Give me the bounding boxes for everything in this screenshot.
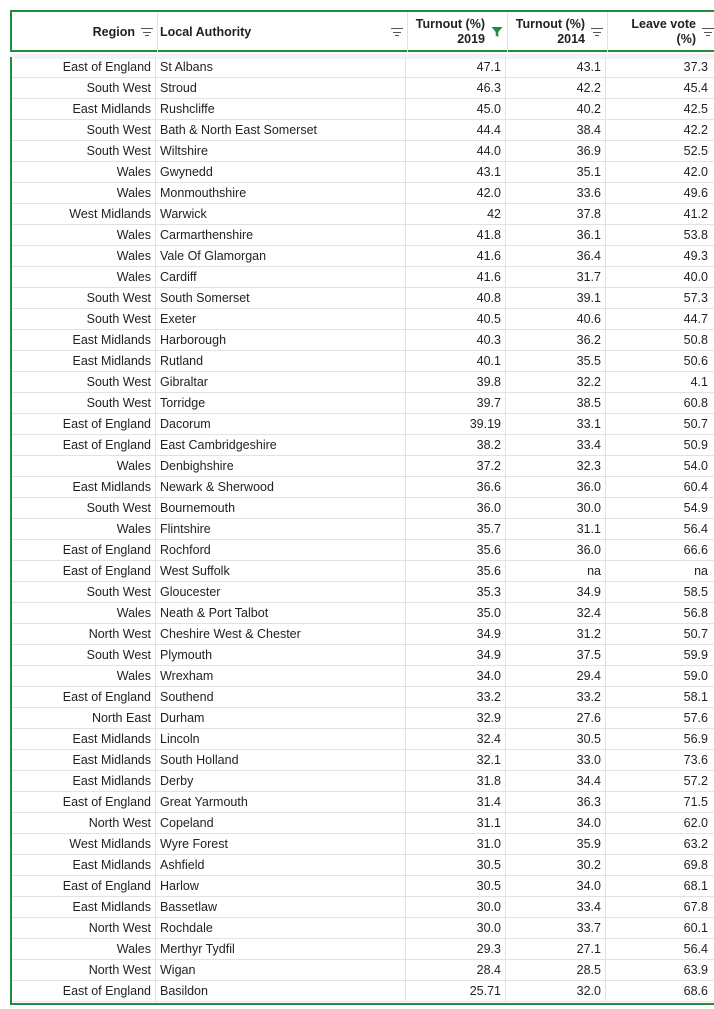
- cell-turnout-2019[interactable]: 31.8: [406, 771, 506, 791]
- cell-turnout-2019[interactable]: 36.6: [406, 477, 506, 497]
- cell-region[interactable]: East of England: [10, 57, 156, 77]
- table-row[interactable]: [10, 855, 714, 876]
- cell-local-authority[interactable]: Lincoln: [156, 729, 406, 749]
- table-row[interactable]: [10, 750, 714, 771]
- cell-local-authority[interactable]: Warwick: [156, 204, 406, 224]
- cell-leave-vote[interactable]: 59.9: [683, 648, 708, 662]
- cell-region[interactable]: South West: [10, 645, 156, 665]
- cell-local-authority[interactable]: Basildon: [156, 981, 406, 1001]
- filter-icon[interactable]: [391, 27, 403, 37]
- cell-leave-vote[interactable]: 57.2: [683, 774, 708, 788]
- table-row[interactable]: [10, 477, 714, 498]
- cell-region[interactable]: West Midlands: [10, 204, 156, 224]
- cell-region[interactable]: East Midlands: [10, 330, 156, 350]
- cell-leave-vote[interactable]: 50.8: [683, 333, 708, 347]
- cell-local-authority[interactable]: Denbighshire: [156, 456, 406, 476]
- cell-local-authority[interactable]: Rushcliffe: [156, 99, 406, 119]
- cell-leave-vote[interactable]: 69.8: [683, 858, 708, 872]
- cell-turnout-2014[interactable]: 33.4: [506, 897, 606, 917]
- column-header-turnout-2019-line1: Turnout (%): [415, 17, 485, 31]
- cell-local-authority[interactable]: Copeland: [156, 813, 406, 833]
- cell-turnout-2019[interactable]: 42.0: [406, 183, 506, 203]
- table-row[interactable]: [10, 603, 714, 624]
- cell-turnout-2014[interactable]: 33.0: [506, 750, 606, 770]
- cell-turnout-2019[interactable]: 31.4: [406, 792, 506, 812]
- cell-turnout-2014[interactable]: 34.0: [506, 876, 606, 896]
- cell-turnout-2014[interactable]: 30.0: [506, 498, 606, 518]
- table-row[interactable]: [10, 834, 714, 855]
- cell-turnout-2019[interactable]: 28.4: [406, 960, 506, 980]
- cell-turnout-2019[interactable]: 25.71: [406, 981, 506, 1001]
- cell-leave-vote[interactable]: 58.1: [683, 690, 708, 704]
- cell-turnout-2014[interactable]: 35.9: [506, 834, 606, 854]
- cell-local-authority[interactable]: Carmarthenshire: [156, 225, 406, 245]
- cell-turnout-2019[interactable]: 30.5: [406, 855, 506, 875]
- cell-turnout-2014[interactable]: 33.4: [506, 435, 606, 455]
- cell-turnout-2019[interactable]: 33.2: [406, 687, 506, 707]
- cell-leave-vote[interactable]: 41.2: [683, 207, 708, 221]
- cell-leave-vote[interactable]: 60.8: [683, 396, 708, 410]
- table-row[interactable]: [10, 183, 714, 204]
- cell-turnout-2019[interactable]: 34.0: [406, 666, 506, 686]
- cell-turnout-2019[interactable]: 39.8: [406, 372, 506, 392]
- selection-border-bottom: [10, 1003, 714, 1005]
- cell-region[interactable]: East Midlands: [10, 729, 156, 749]
- cell-local-authority[interactable]: Cheshire West & Chester: [156, 624, 406, 644]
- cell-local-authority[interactable]: Southend: [156, 687, 406, 707]
- cell-leave-vote[interactable]: 62.0: [683, 816, 708, 830]
- cell-turnout-2014[interactable]: 31.7: [506, 267, 606, 287]
- cell-turnout-2014[interactable]: 36.0: [506, 540, 606, 560]
- table-row[interactable]: [10, 330, 714, 351]
- cell-leave-vote[interactable]: 68.6: [683, 984, 708, 998]
- cell-turnout-2014[interactable]: 34.0: [506, 813, 606, 833]
- cell-turnout-2019[interactable]: 38.2: [406, 435, 506, 455]
- cell-region[interactable]: South West: [10, 309, 156, 329]
- cell-turnout-2014[interactable]: 33.6: [506, 183, 606, 203]
- cell-turnout-2014[interactable]: 39.1: [506, 288, 606, 308]
- cell-turnout-2014[interactable]: 37.8: [506, 204, 606, 224]
- cell-turnout-2014[interactable]: 33.7: [506, 918, 606, 938]
- cell-region[interactable]: East of England: [10, 540, 156, 560]
- cell-region[interactable]: East of England: [10, 792, 156, 812]
- cell-region[interactable]: North West: [10, 624, 156, 644]
- cell-turnout-2014[interactable]: 36.4: [506, 246, 606, 266]
- table-row[interactable]: [10, 561, 714, 582]
- cell-region[interactable]: South West: [10, 78, 156, 98]
- cell-leave-vote[interactable]: 56.4: [683, 522, 708, 536]
- table-row[interactable]: [10, 498, 714, 519]
- cell-leave-vote[interactable]: 57.6: [683, 711, 708, 725]
- table-row[interactable]: [10, 414, 714, 435]
- cell-turnout-2014[interactable]: 43.1: [506, 57, 606, 77]
- cell-region[interactable]: East of England: [10, 981, 156, 1001]
- cell-leave-vote[interactable]: 53.8: [683, 228, 708, 242]
- cell-leave-vote[interactable]: 4.1: [690, 375, 708, 389]
- table-row[interactable]: [10, 708, 714, 729]
- cell-local-authority[interactable]: West Suffolk: [156, 561, 406, 581]
- cell-region[interactable]: North West: [10, 813, 156, 833]
- cell-turnout-2014[interactable]: 38.5: [506, 393, 606, 413]
- cell-turnout-2019[interactable]: 36.0: [406, 498, 506, 518]
- cell-turnout-2019[interactable]: 31.1: [406, 813, 506, 833]
- cell-turnout-2014[interactable]: 32.4: [506, 603, 606, 623]
- cell-region[interactable]: Wales: [10, 939, 156, 959]
- cell-turnout-2014[interactable]: 36.9: [506, 141, 606, 161]
- cell-turnout-2019[interactable]: 35.3: [406, 582, 506, 602]
- cell-turnout-2019[interactable]: 35.6: [406, 561, 506, 581]
- column-header-region[interactable]: [12, 12, 158, 52]
- filter-icon[interactable]: [702, 27, 714, 37]
- cell-turnout-2019[interactable]: 43.1: [406, 162, 506, 182]
- cell-local-authority[interactable]: Cardiff: [156, 267, 406, 287]
- cell-leave-vote[interactable]: 59.0: [683, 669, 708, 683]
- cell-leave-vote[interactable]: 63.2: [683, 837, 708, 851]
- cell-region[interactable]: North East: [10, 708, 156, 728]
- table-row[interactable]: [10, 960, 714, 981]
- cell-region[interactable]: West Midlands: [10, 834, 156, 854]
- cell-turnout-2014[interactable]: 31.1: [506, 519, 606, 539]
- column-header-region-label: Region: [92, 24, 135, 39]
- cell-region[interactable]: East Midlands: [10, 855, 156, 875]
- table-row[interactable]: [10, 456, 714, 477]
- cell-region[interactable]: Wales: [10, 666, 156, 686]
- cell-local-authority[interactable]: Ashfield: [156, 855, 406, 875]
- cell-turnout-2014[interactable]: 30.2: [506, 855, 606, 875]
- cell-local-authority[interactable]: Exeter: [156, 309, 406, 329]
- table-row[interactable]: [10, 939, 714, 960]
- cell-turnout-2019[interactable]: 39.19: [406, 414, 506, 434]
- cell-turnout-2019[interactable]: 39.7: [406, 393, 506, 413]
- table-row[interactable]: [10, 624, 714, 645]
- cell-local-authority[interactable]: Bassetlaw: [156, 897, 406, 917]
- cell-leave-vote[interactable]: 58.5: [683, 585, 708, 599]
- cell-turnout-2014[interactable]: 34.4: [506, 771, 606, 791]
- cell-leave-vote[interactable]: 49.6: [683, 186, 708, 200]
- cell-leave-vote[interactable]: 54.0: [683, 459, 708, 473]
- cell-leave-vote[interactable]: 40.0: [683, 270, 708, 284]
- cell-region[interactable]: Wales: [10, 519, 156, 539]
- cell-leave-vote[interactable]: 56.4: [683, 942, 708, 956]
- cell-leave-vote[interactable]: 50.9: [683, 438, 708, 452]
- cell-turnout-2019[interactable]: 41.6: [406, 246, 506, 266]
- table-row[interactable]: [10, 771, 714, 792]
- cell-leave-vote[interactable]: 63.9: [683, 963, 708, 977]
- table-row[interactable]: [10, 99, 714, 120]
- cell-turnout-2014[interactable]: 30.5: [506, 729, 606, 749]
- cell-region[interactable]: Wales: [10, 267, 156, 287]
- cell-local-authority[interactable]: Gwynedd: [156, 162, 406, 182]
- cell-turnout-2019[interactable]: 46.3: [406, 78, 506, 98]
- cell-local-authority[interactable]: Monmouthshire: [156, 183, 406, 203]
- cell-leave-vote[interactable]: na: [694, 564, 708, 578]
- cell-local-authority[interactable]: Harlow: [156, 876, 406, 896]
- cell-region[interactable]: East of England: [10, 414, 156, 434]
- cell-local-authority[interactable]: Newark & Sherwood: [156, 477, 406, 497]
- cell-leave-vote[interactable]: 68.1: [683, 879, 708, 893]
- cell-local-authority[interactable]: Durham: [156, 708, 406, 728]
- column-header-turnout-2014-line2: 2014: [557, 32, 585, 46]
- column-header-turnout-2014[interactable]: [508, 12, 608, 52]
- cell-turnout-2014[interactable]: 27.6: [506, 708, 606, 728]
- cell-region[interactable]: East Midlands: [10, 477, 156, 497]
- cell-leave-vote[interactable]: 45.4: [683, 81, 708, 95]
- cell-region[interactable]: Wales: [10, 603, 156, 623]
- cell-turnout-2019[interactable]: 30.0: [406, 897, 506, 917]
- cell-turnout-2014[interactable]: 36.3: [506, 792, 606, 812]
- cell-region[interactable]: South West: [10, 372, 156, 392]
- data-rows: [10, 57, 714, 1002]
- cell-leave-vote[interactable]: 42.0: [683, 165, 708, 179]
- cell-turnout-2019[interactable]: 42: [406, 204, 506, 224]
- cell-region[interactable]: South West: [10, 393, 156, 413]
- cell-leave-vote[interactable]: 57.3: [683, 291, 708, 305]
- cell-leave-vote[interactable]: 66.6: [683, 543, 708, 557]
- cell-leave-vote[interactable]: 50.6: [683, 354, 708, 368]
- cell-turnout-2014[interactable]: 33.1: [506, 414, 606, 434]
- cell-leave-vote[interactable]: 49.3: [683, 249, 708, 263]
- cell-region[interactable]: East of England: [10, 435, 156, 455]
- table-row[interactable]: [10, 288, 714, 309]
- table-row[interactable]: [10, 372, 714, 393]
- cell-local-authority[interactable]: Flintshire: [156, 519, 406, 539]
- cell-local-authority[interactable]: Harborough: [156, 330, 406, 350]
- cell-local-authority[interactable]: Merthyr Tydfil: [156, 939, 406, 959]
- cell-turnout-2014[interactable]: 29.4: [506, 666, 606, 686]
- table-row[interactable]: [10, 267, 714, 288]
- cell-local-authority[interactable]: Great Yarmouth: [156, 792, 406, 812]
- cell-leave-vote[interactable]: 54.9: [683, 501, 708, 515]
- cell-turnout-2014[interactable]: 36.2: [506, 330, 606, 350]
- cell-turnout-2019[interactable]: 44.0: [406, 141, 506, 161]
- cell-turnout-2019[interactable]: 40.3: [406, 330, 506, 350]
- cell-turnout-2014[interactable]: 35.1: [506, 162, 606, 182]
- cell-turnout-2019[interactable]: 41.6: [406, 267, 506, 287]
- table-row[interactable]: [10, 393, 714, 414]
- cell-turnout-2014[interactable]: 32.3: [506, 456, 606, 476]
- table-row[interactable]: [10, 351, 714, 372]
- selection-border-left: [10, 57, 12, 1003]
- cell-leave-vote[interactable]: 50.7: [683, 627, 708, 641]
- cell-turnout-2014[interactable]: 32.0: [506, 981, 606, 1001]
- cell-turnout-2014[interactable]: 28.5: [506, 960, 606, 980]
- cell-turnout-2014[interactable]: 31.2: [506, 624, 606, 644]
- cell-region[interactable]: East Midlands: [10, 750, 156, 770]
- table-row[interactable]: [10, 435, 714, 456]
- cell-turnout-2014[interactable]: 36.1: [506, 225, 606, 245]
- cell-turnout-2014[interactable]: 36.0: [506, 477, 606, 497]
- cell-local-authority[interactable]: East Cambridgeshire: [156, 435, 406, 455]
- cell-local-authority[interactable]: Torridge: [156, 393, 406, 413]
- cell-local-authority[interactable]: Gibraltar: [156, 372, 406, 392]
- cell-region[interactable]: Wales: [10, 183, 156, 203]
- column-header-local-authority[interactable]: [158, 12, 408, 52]
- table-row[interactable]: [10, 918, 714, 939]
- cell-region[interactable]: South West: [10, 288, 156, 308]
- cell-region[interactable]: South West: [10, 141, 156, 161]
- filter-icon[interactable]: [591, 27, 603, 37]
- cell-leave-vote[interactable]: 44.7: [683, 312, 708, 326]
- cell-region[interactable]: North West: [10, 960, 156, 980]
- table-row[interactable]: [10, 120, 714, 141]
- cell-region[interactable]: South West: [10, 498, 156, 518]
- cell-region[interactable]: East of England: [10, 687, 156, 707]
- cell-turnout-2019[interactable]: 45.0: [406, 99, 506, 119]
- cell-turnout-2019[interactable]: 34.9: [406, 645, 506, 665]
- cell-turnout-2014[interactable]: 27.1: [506, 939, 606, 959]
- cell-turnout-2019[interactable]: 44.4: [406, 120, 506, 140]
- cell-region[interactable]: East of England: [10, 561, 156, 581]
- cell-region[interactable]: East Midlands: [10, 771, 156, 791]
- cell-turnout-2019[interactable]: 41.8: [406, 225, 506, 245]
- cell-leave-vote[interactable]: 71.5: [683, 795, 708, 809]
- cell-region[interactable]: South West: [10, 120, 156, 140]
- cell-turnout-2014[interactable]: 38.4: [506, 120, 606, 140]
- cell-turnout-2019[interactable]: 32.4: [406, 729, 506, 749]
- cell-local-authority[interactable]: Bournemouth: [156, 498, 406, 518]
- cell-turnout-2019[interactable]: 47.1: [406, 57, 506, 77]
- table-row[interactable]: [10, 876, 714, 897]
- cell-local-authority[interactable]: St Albans: [156, 57, 406, 77]
- header-row: [10, 10, 714, 52]
- table-row[interactable]: [10, 519, 714, 540]
- cell-local-authority[interactable]: Wyre Forest: [156, 834, 406, 854]
- table-row[interactable]: [10, 204, 714, 225]
- table-row[interactable]: [10, 981, 714, 1002]
- cell-turnout-2019[interactable]: 37.2: [406, 456, 506, 476]
- cell-turnout-2019[interactable]: 31.0: [406, 834, 506, 854]
- column-header-leave-vote[interactable]: [608, 12, 714, 52]
- cell-region[interactable]: East Midlands: [10, 351, 156, 371]
- cell-turnout-2014[interactable]: 33.2: [506, 687, 606, 707]
- cell-local-authority[interactable]: Rochford: [156, 540, 406, 560]
- table-row[interactable]: [10, 540, 714, 561]
- cell-turnout-2019[interactable]: 34.9: [406, 624, 506, 644]
- cell-turnout-2019[interactable]: 32.9: [406, 708, 506, 728]
- cell-leave-vote[interactable]: 42.2: [683, 123, 708, 137]
- cell-leave-vote[interactable]: 37.3: [683, 60, 708, 74]
- table-row[interactable]: [10, 225, 714, 246]
- cell-local-authority[interactable]: Wiltshire: [156, 141, 406, 161]
- table-row[interactable]: [10, 813, 714, 834]
- cell-turnout-2014[interactable]: na: [506, 561, 606, 581]
- table-row[interactable]: [10, 897, 714, 918]
- funnel-filled-icon[interactable]: [491, 26, 503, 38]
- cell-local-authority[interactable]: Wrexham: [156, 666, 406, 686]
- column-header-leave-vote-line2: (%): [676, 32, 696, 46]
- cell-leave-vote[interactable]: 67.8: [683, 900, 708, 914]
- cell-region[interactable]: North West: [10, 918, 156, 938]
- cell-local-authority[interactable]: Derby: [156, 771, 406, 791]
- cell-local-authority[interactable]: Gloucester: [156, 582, 406, 602]
- cell-region[interactable]: Wales: [10, 162, 156, 182]
- table-row[interactable]: [10, 687, 714, 708]
- cell-turnout-2014[interactable]: 35.5: [506, 351, 606, 371]
- column-header-leave-vote-line1: Leave vote: [631, 17, 696, 31]
- cell-turnout-2019[interactable]: 32.1: [406, 750, 506, 770]
- cell-leave-vote[interactable]: 52.5: [683, 144, 708, 158]
- cell-turnout-2014[interactable]: 40.2: [506, 99, 606, 119]
- cell-region[interactable]: East of England: [10, 876, 156, 896]
- cell-region[interactable]: East Midlands: [10, 897, 156, 917]
- cell-turnout-2019[interactable]: 29.3: [406, 939, 506, 959]
- cell-turnout-2019[interactable]: 40.5: [406, 309, 506, 329]
- cell-turnout-2014[interactable]: 37.5: [506, 645, 606, 665]
- cell-turnout-2019[interactable]: 30.0: [406, 918, 506, 938]
- cell-turnout-2019[interactable]: 35.6: [406, 540, 506, 560]
- cell-turnout-2019[interactable]: 30.5: [406, 876, 506, 896]
- cell-leave-vote[interactable]: 56.8: [683, 606, 708, 620]
- column-header-turnout-2014-line1: Turnout (%): [515, 17, 585, 31]
- cell-leave-vote[interactable]: 50.7: [683, 417, 708, 431]
- cell-region[interactable]: Wales: [10, 225, 156, 245]
- cell-local-authority[interactable]: Vale Of Glamorgan: [156, 246, 406, 266]
- cell-leave-vote[interactable]: 60.1: [683, 921, 708, 935]
- cell-local-authority[interactable]: Rutland: [156, 351, 406, 371]
- table-row[interactable]: [10, 162, 714, 183]
- cell-turnout-2019[interactable]: 40.1: [406, 351, 506, 371]
- cell-leave-vote[interactable]: 56.9: [683, 732, 708, 746]
- cell-turnout-2019[interactable]: 40.8: [406, 288, 506, 308]
- table-row[interactable]: [10, 666, 714, 687]
- cell-local-authority[interactable]: Dacorum: [156, 414, 406, 434]
- cell-leave-vote[interactable]: 60.4: [683, 480, 708, 494]
- cell-local-authority[interactable]: South Somerset: [156, 288, 406, 308]
- table-row[interactable]: [10, 309, 714, 330]
- filter-icon[interactable]: [141, 27, 153, 37]
- cell-local-authority[interactable]: Bath & North East Somerset: [156, 120, 406, 140]
- table-row[interactable]: [10, 645, 714, 666]
- column-header-local-authority-label: Local Authority: [160, 24, 252, 39]
- table-row[interactable]: [10, 78, 714, 99]
- cell-region[interactable]: Wales: [10, 246, 156, 266]
- column-header-turnout-2019[interactable]: [408, 12, 508, 52]
- cell-turnout-2019[interactable]: 35.7: [406, 519, 506, 539]
- table-row[interactable]: [10, 792, 714, 813]
- cell-leave-vote[interactable]: 42.5: [683, 102, 708, 116]
- cell-local-authority[interactable]: Neath & Port Talbot: [156, 603, 406, 623]
- cell-local-authority[interactable]: South Holland: [156, 750, 406, 770]
- cell-local-authority[interactable]: Stroud: [156, 78, 406, 98]
- cell-turnout-2014[interactable]: 40.6: [506, 309, 606, 329]
- table-row[interactable]: [10, 582, 714, 603]
- cell-leave-vote[interactable]: 73.6: [683, 753, 708, 767]
- cell-region[interactable]: East Midlands: [10, 99, 156, 119]
- cell-region[interactable]: South West: [10, 582, 156, 602]
- cell-turnout-2014[interactable]: 42.2: [506, 78, 606, 98]
- table-row[interactable]: [10, 729, 714, 750]
- table-row[interactable]: [10, 57, 714, 78]
- cell-region[interactable]: Wales: [10, 456, 156, 476]
- column-header-turnout-2019-line2: 2019: [457, 32, 485, 46]
- cell-turnout-2014[interactable]: 34.9: [506, 582, 606, 602]
- cell-turnout-2014[interactable]: 32.2: [506, 372, 606, 392]
- cell-local-authority[interactable]: Wigan: [156, 960, 406, 980]
- cell-local-authority[interactable]: Plymouth: [156, 645, 406, 665]
- table-row[interactable]: [10, 246, 714, 267]
- cell-local-authority[interactable]: Rochdale: [156, 918, 406, 938]
- cell-turnout-2019[interactable]: 35.0: [406, 603, 506, 623]
- table-row[interactable]: [10, 141, 714, 162]
